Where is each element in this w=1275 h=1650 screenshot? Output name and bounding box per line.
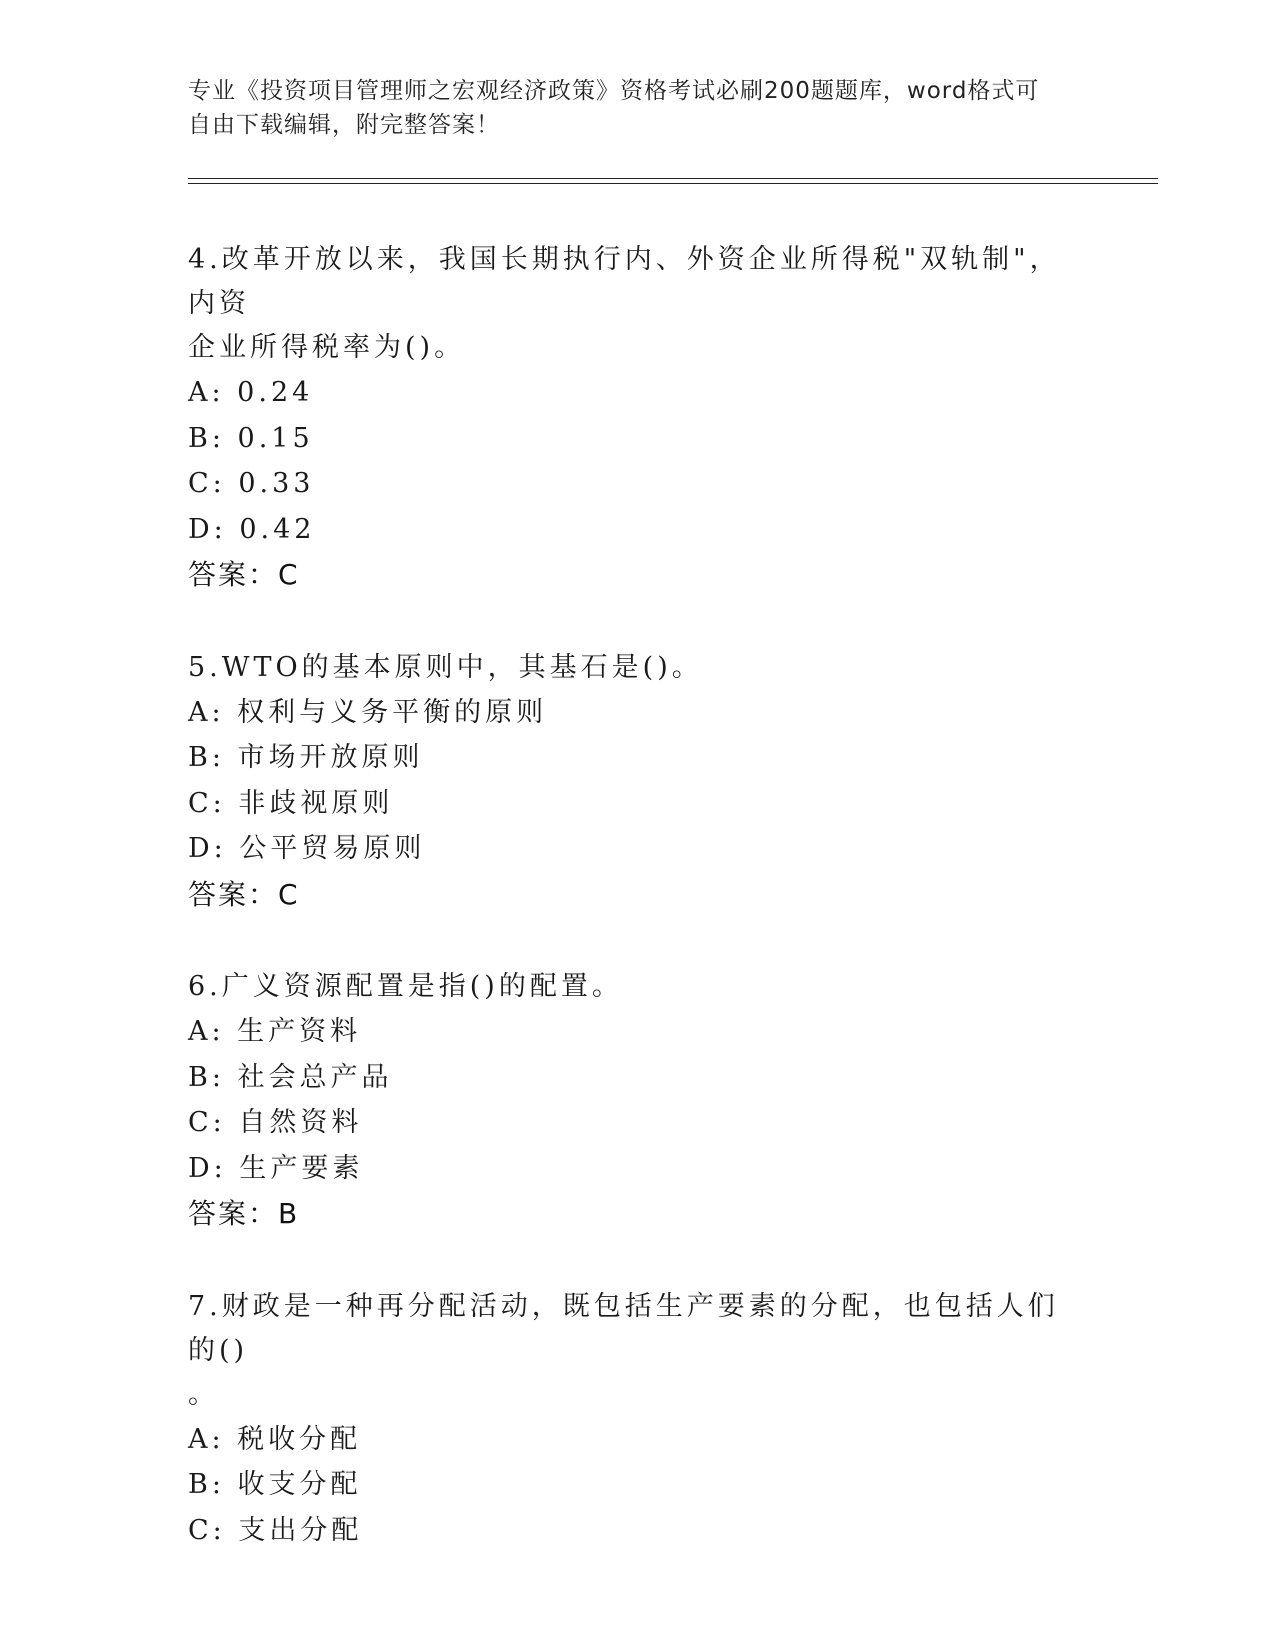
option-c: C: 0.33	[188, 468, 315, 499]
header-divider-top	[188, 178, 1158, 179]
option-b: B: 收支分配	[188, 1469, 362, 1500]
question-stem: 6.广义资源配置是指()的配置。	[188, 971, 623, 1002]
option-c: C: 支出分配	[188, 1514, 363, 1546]
answer-label: 答案：C	[188, 877, 300, 911]
option-b: B: 社会总产品	[188, 1061, 393, 1093]
question-stem: 4.改革开放以来，我国长期执行内、外资企业所得税"双轨制"，内资 企业所得税率为()。	[188, 244, 1061, 363]
document-header: 专业《投资项目管理师之宏观经济政策》资格考试必刷200题题库，word格式可 自由下载编辑，附完整答案！	[188, 78, 1040, 138]
option-c: C: 非歧视原则	[188, 787, 394, 819]
spacer	[188, 598, 1088, 646]
option-a: A: 生产资料	[188, 1016, 362, 1047]
question-list	[188, 238, 1088, 1553]
spacer	[188, 917, 1088, 965]
answer-label: 答案：C	[188, 558, 300, 591]
header-divider-bottom	[188, 183, 1158, 184]
question-4	[188, 238, 1088, 598]
option-c: C: 自然资料	[188, 1107, 363, 1138]
option-d: D: 生产要素	[188, 1152, 364, 1184]
question-6	[188, 965, 1088, 1237]
question-5	[188, 646, 1088, 918]
option-b: B: 0.15	[188, 422, 314, 454]
spacer	[188, 1237, 1088, 1285]
option-d: D: 0.42	[188, 513, 316, 545]
answer-label: 答案：B	[188, 1197, 300, 1230]
option-a: A: 0.24	[188, 377, 314, 408]
question-stem: 7.财政是一种再分配活动，既包括生产要素的分配，也包括人们的() 。	[188, 1290, 1059, 1410]
option-a: A: 税收分配	[188, 1423, 362, 1455]
option-d: D: 公平贸易原则	[188, 833, 426, 864]
option-b: B: 市场开放原则	[188, 742, 424, 773]
question-stem: 5.WTO的基本原则中，其基石是()。	[188, 651, 703, 683]
option-a: A: 权利与义务平衡的原则	[188, 696, 548, 728]
question-7	[188, 1285, 1088, 1554]
